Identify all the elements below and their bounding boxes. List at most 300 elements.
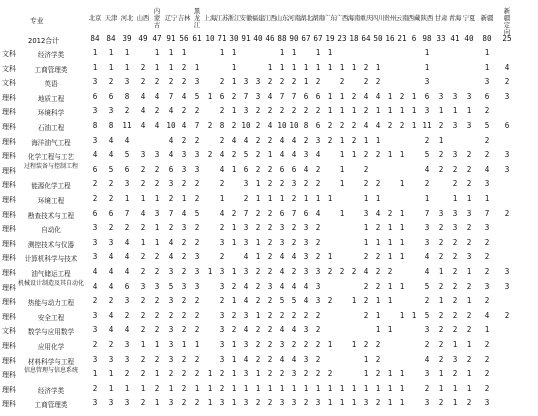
quota-cell: 2 (194, 106, 200, 116)
quota-cell: 1 (387, 252, 393, 262)
quota-cell: 1 (255, 194, 261, 203)
quota-cell: 3 (424, 106, 430, 116)
quota-cell: 2 (255, 325, 261, 335)
quota-cell: 3 (504, 91, 510, 101)
quota-cell: 1 (387, 369, 393, 379)
quota-cell: 3 (424, 369, 430, 379)
quota-cell: 2 (291, 237, 297, 247)
quota-cell: 2 (140, 77, 146, 87)
quota-cell: 10 (289, 121, 299, 130)
quota-cell: 1 (351, 106, 357, 116)
quota-cell: 3 (92, 354, 98, 364)
quota-cell: 2 (154, 106, 160, 116)
quota-cell: 1 (267, 194, 273, 203)
quota-cell: 3 (466, 252, 472, 262)
quota-cell: 2 (351, 91, 357, 101)
quota-cell: 3 (243, 369, 249, 379)
quota-cell: 2 (194, 369, 200, 379)
quota-cell: 3 (424, 325, 430, 335)
quota-cell: 3 (243, 340, 249, 349)
quota-cell: 5 (279, 296, 285, 306)
quota-cell: 3 (484, 398, 490, 408)
total-cell: 90 (289, 34, 299, 43)
quota-cell: 4 (243, 252, 249, 262)
province-header: 江西 (263, 15, 277, 22)
quota-cell: 3 (303, 325, 309, 335)
total-cell: 47 (152, 34, 162, 43)
quota-cell: 3 (124, 179, 130, 189)
quota-cell: 1 (399, 150, 405, 160)
quota-cell: 2 (181, 135, 187, 145)
quota-cell: 2 (363, 62, 369, 72)
quota-cell: 1 (207, 91, 213, 101)
quota-cell: 1 (140, 383, 146, 393)
quota-cell: 1 (219, 48, 225, 57)
quota-cell: 2 (279, 77, 285, 87)
quota-cell: 2 (267, 310, 273, 320)
quota-cell: 1 (351, 150, 357, 160)
quota-cell: 2 (424, 179, 430, 189)
quota-cell: 2 (452, 179, 458, 189)
quota-cell: 1 (231, 77, 237, 87)
quota-cell: 2 (363, 310, 369, 320)
quota-cell: 1 (154, 223, 160, 233)
quota-cell: 2 (424, 135, 430, 145)
quota-cell: 2 (452, 267, 458, 276)
quota-cell: 1 (154, 369, 160, 379)
quota-cell: 5 (424, 281, 430, 291)
quota-cell: 2 (124, 310, 130, 320)
quota-cell: 2 (291, 194, 297, 203)
total-cell: 40 (253, 34, 263, 43)
quota-cell: 1 (154, 340, 160, 349)
quota-cell: 1 (327, 62, 333, 72)
quota-cell: 2 (279, 369, 285, 379)
quota-cell: 1 (375, 383, 381, 393)
quota-cell: 4 (92, 150, 98, 160)
quota-cell: 2 (267, 237, 273, 247)
quota-cell: 2 (243, 194, 249, 203)
quota-cell: 8 (124, 91, 130, 101)
quota-cell: 1 (351, 296, 357, 306)
quota-cell: 2 (452, 281, 458, 291)
quota-cell: 3 (243, 310, 249, 320)
quota-cell: 3 (154, 281, 160, 291)
quota-cell: 4 (219, 150, 225, 160)
quota-cell: 2 (504, 77, 510, 87)
quota-cell: 1 (363, 194, 369, 203)
quota-cell: 2 (303, 398, 309, 408)
quota-cell: 2 (504, 208, 510, 218)
quota-cell: 3 (504, 267, 510, 276)
quota-cell: 1 (327, 340, 333, 349)
quota-cell: 2 (92, 340, 98, 349)
quota-cell: 2 (375, 281, 381, 291)
quota-cell: 2 (339, 267, 345, 276)
quota-cell: 2 (181, 369, 187, 379)
quota-cell: 3 (124, 340, 130, 349)
quota-cell: 2 (291, 267, 297, 276)
province-header: 河北 (120, 15, 134, 22)
quota-cell: 5 (124, 150, 130, 160)
quota-cell: 2 (255, 135, 261, 145)
quota-cell: 2 (438, 252, 444, 262)
quota-cell: 2 (124, 369, 130, 379)
quota-cell: 1 (339, 208, 345, 218)
quota-cell: 2 (363, 281, 369, 291)
quota-cell: 7 (168, 91, 174, 101)
quota-cell: 1 (399, 252, 405, 262)
quota-cell: 2 (92, 179, 98, 189)
province-header: 福建 (251, 15, 265, 22)
quota-cell: 1 (452, 340, 458, 349)
quota-cell: 1 (291, 62, 297, 72)
quota-cell: 3 (181, 150, 187, 160)
quota-cell: 2 (231, 325, 237, 335)
quota-cell: 1 (327, 106, 333, 116)
quota-cell: 3 (92, 310, 98, 320)
major-name: 安全工程 (37, 313, 65, 322)
quota-cell: 2 (375, 179, 381, 189)
province-header: 贵州 (383, 15, 397, 22)
quota-cell: 3 (154, 150, 160, 160)
quota-cell: 2 (363, 150, 369, 160)
quota-cell: 1 (363, 369, 369, 379)
quota-cell: 1 (303, 77, 309, 87)
quota-cell: 2 (181, 237, 187, 247)
quota-cell: 2 (267, 208, 273, 218)
quota-cell: 4 (181, 121, 187, 130)
quota-cell: 3 (168, 267, 174, 276)
quota-cell: 3 (108, 398, 114, 408)
quota-cell: 2 (108, 194, 114, 203)
quota-cell: 4 (168, 135, 174, 145)
quota-cell: 1 (351, 62, 357, 72)
quota-cell: 2 (255, 223, 261, 233)
subject-category: 理科 (2, 254, 16, 263)
quota-cell: 1 (327, 91, 333, 101)
quota-cell: 6 (424, 91, 430, 101)
quota-cell: 3 (168, 354, 174, 364)
quota-cell: 1 (207, 369, 213, 379)
quota-cell: 3 (194, 252, 200, 262)
quota-cell: 1 (399, 281, 405, 291)
quota-cell: 2 (108, 77, 114, 87)
quota-cell: 2 (438, 325, 444, 335)
total-cell: 84 (106, 34, 116, 43)
quota-cell: 2 (267, 252, 273, 262)
province-header: 宁夏 (462, 15, 476, 22)
quota-cell: 3 (219, 340, 225, 349)
quota-cell: 1 (327, 252, 333, 262)
major-name: 热能与动力工程 (27, 299, 75, 308)
quota-cell: 3 (466, 208, 472, 218)
quota-cell: 4 (108, 281, 114, 291)
quota-cell: 3 (484, 223, 490, 233)
quota-cell: 1 (279, 194, 285, 203)
quota-cell: 1 (399, 208, 405, 218)
quota-cell: 1 (424, 48, 430, 57)
quota-cell: 10 (241, 121, 251, 130)
quota-cell: 2 (438, 398, 444, 408)
quota-cell: 3 (279, 340, 285, 349)
subject-category: 文科 (2, 79, 16, 88)
quota-cell: 4 (279, 281, 285, 291)
quota-cell: 4 (279, 325, 285, 335)
quota-cell: 1 (438, 267, 444, 276)
quota-cell: 7 (124, 208, 130, 218)
quota-cell: 1 (399, 398, 405, 408)
quota-cell: 1 (303, 194, 309, 203)
quota-cell: 2 (140, 354, 146, 364)
quota-cell: 1 (411, 106, 417, 116)
quota-cell: 4 (363, 267, 369, 276)
quota-cell: 1 (399, 223, 405, 233)
quota-cell: 2 (315, 310, 321, 320)
quota-cell: 2 (168, 310, 174, 320)
quota-cell: 1 (375, 237, 381, 247)
quota-cell: 2 (466, 354, 472, 364)
quota-cell: 1 (207, 383, 213, 393)
total-cell: 56 (179, 34, 189, 43)
quota-cell: 10 (277, 121, 287, 130)
quota-cell: 1 (387, 106, 393, 116)
quota-cell: 4 (291, 252, 297, 262)
quota-cell: 3 (92, 237, 98, 247)
quota-cell: 11 (122, 121, 132, 130)
quota-cell: 2 (327, 267, 333, 276)
major-name: 自动化 (41, 226, 61, 235)
province-header: 广西 (335, 15, 349, 22)
quota-cell: 4 (375, 208, 381, 218)
quota-cell: 3 (92, 223, 98, 233)
total-cell: 61 (192, 34, 202, 43)
quota-cell: 10 (166, 121, 176, 130)
quota-cell: 4 (140, 121, 146, 130)
quota-cell: 1 (291, 383, 297, 393)
province-header: 重庆 (359, 15, 373, 22)
quota-cell: 1 (339, 398, 345, 408)
quota-cell: 1 (387, 223, 393, 233)
quota-cell: 2 (315, 77, 321, 87)
quota-cell: 3 (92, 252, 98, 262)
quota-cell: 4 (504, 62, 510, 72)
quota-cell: 2 (219, 252, 225, 262)
quota-cell: 2 (231, 150, 237, 160)
quota-cell: 2 (291, 223, 297, 233)
quota-cell: 4 (291, 150, 297, 160)
quota-cell: 3 (243, 237, 249, 247)
quota-cell: 2 (92, 383, 98, 393)
total-cell: 49 (138, 34, 148, 43)
quota-cell: 4 (108, 252, 114, 262)
quota-cell: 7 (279, 91, 285, 101)
quota-cell: 3 (452, 121, 458, 130)
quota-cell: 1 (327, 383, 333, 393)
quota-cell: 2 (231, 281, 237, 291)
quota-cell: 2 (452, 164, 458, 174)
quota-cell: 1 (375, 325, 381, 335)
quota-cell: 4 (154, 91, 160, 101)
major-name: 英语 (44, 80, 58, 89)
quota-cell: 1 (194, 62, 200, 72)
quota-cell: 3 (168, 179, 174, 189)
quota-cell: 2 (484, 252, 490, 262)
quota-cell: 2 (267, 354, 273, 364)
quota-cell: 1 (387, 296, 393, 306)
quota-cell: 3 (124, 354, 130, 364)
quota-cell: 7 (243, 91, 249, 101)
quota-cell: 1 (387, 325, 393, 335)
quota-cell: 4 (140, 208, 146, 218)
quota-cell: 4 (219, 208, 225, 218)
quota-cell: 2 (466, 281, 472, 291)
quota-cell: 2 (267, 179, 273, 189)
province-header: 安徽 (239, 15, 253, 22)
quota-cell: 1 (194, 383, 200, 393)
quota-cell: 6 (315, 91, 321, 101)
quota-cell: 3 (267, 281, 273, 291)
quota-cell: 1 (375, 194, 381, 203)
quota-cell: 1 (452, 383, 458, 393)
quota-cell: 2 (327, 369, 333, 379)
quota-cell: 7 (424, 208, 430, 218)
quota-cell: 3 (291, 369, 297, 379)
quota-cell: 3 (484, 281, 490, 291)
quota-cell: 1 (484, 48, 490, 57)
subject-category: 理科 (2, 181, 16, 190)
quota-cell: 2 (255, 281, 261, 291)
quota-cell: 2 (154, 354, 160, 364)
quota-cell: 1 (279, 48, 285, 57)
quota-cell: 2 (255, 296, 261, 306)
quota-cell: 2 (279, 310, 285, 320)
quota-cell: 2 (267, 135, 273, 145)
quota-cell: 1 (399, 237, 405, 247)
quota-cell: 2 (207, 121, 213, 130)
quota-cell: 2 (279, 106, 285, 116)
quota-cell: 1 (231, 223, 237, 233)
quota-cell: 1 (466, 106, 472, 116)
total-cell: 33 (436, 34, 446, 43)
quota-cell: 2 (92, 194, 98, 203)
quota-cell: 1 (255, 369, 261, 379)
quota-cell: 3 (315, 296, 321, 306)
quota-cell: 3 (124, 77, 130, 87)
quota-cell: 2 (181, 296, 187, 306)
major-name: 海洋油气工程 (31, 138, 71, 147)
quota-cell: 2 (267, 106, 273, 116)
quota-cell: 4 (124, 325, 130, 335)
total-cell: 80 (482, 34, 492, 43)
province-header: 江苏 (215, 15, 229, 22)
quota-cell: 2 (484, 383, 490, 393)
quota-cell: 2 (154, 252, 160, 262)
quota-cell: 4 (303, 281, 309, 291)
quota-cell: 6 (108, 91, 114, 101)
total-cell: 46 (265, 34, 275, 43)
quota-cell: 2 (154, 325, 160, 335)
quota-cell: 6 (484, 91, 490, 101)
quota-cell: 3 (194, 281, 200, 291)
quota-cell: 2 (140, 398, 146, 408)
major-name: 数学与应用数学 (27, 328, 75, 337)
province-header: 北京 (88, 15, 102, 22)
quota-cell: 4 (424, 164, 430, 174)
province-header: 陕西 (420, 15, 434, 22)
quota-cell: 4 (363, 121, 369, 130)
quota-cell: 2 (387, 267, 393, 276)
subject-category: 理科 (2, 225, 16, 234)
total-cell: 50 (373, 34, 383, 43)
quota-cell: 1 (140, 237, 146, 247)
quota-cell: 5 (424, 310, 430, 320)
quota-cell: 3 (168, 325, 174, 335)
quota-cell: 6 (219, 91, 225, 101)
total-cell: 67 (313, 34, 323, 43)
quota-cell: 2 (315, 340, 321, 349)
quota-cell: 2 (255, 121, 261, 130)
quota-cell: 4 (168, 237, 174, 247)
quota-cell: 3 (363, 208, 369, 218)
quota-cell: 3 (484, 77, 490, 87)
quota-cell: 2 (438, 281, 444, 291)
quota-cell: 1 (438, 369, 444, 379)
quota-cell: 6 (108, 208, 114, 218)
quota-cell: 3 (504, 150, 510, 160)
quota-cell: 1 (339, 62, 345, 72)
subject-category: 理科 (2, 356, 16, 365)
quota-cell: 1 (124, 48, 130, 57)
quota-cell: 2 (504, 310, 510, 320)
quota-cell: 2 (424, 383, 430, 393)
quota-cell: 7 (291, 208, 297, 218)
quota-cell: 1 (438, 106, 444, 116)
major-name: 测控技术与仪器 (27, 240, 75, 249)
quota-cell: 1 (315, 48, 321, 57)
quota-cell: 2 (140, 223, 146, 233)
quota-cell: 1 (363, 135, 369, 145)
quota-cell: 2 (303, 106, 309, 116)
quota-cell: 3 (92, 135, 98, 145)
quota-cell: 4 (279, 150, 285, 160)
quota-cell: 2 (363, 179, 369, 189)
quota-cell: 2 (315, 164, 321, 174)
quota-cell: 3 (303, 237, 309, 247)
quota-cell: 4 (484, 164, 490, 174)
quota-cell: 7 (243, 208, 249, 218)
subject-category: 文科 (2, 327, 16, 336)
quota-cell: 3 (194, 77, 200, 87)
quota-cell: 2 (181, 62, 187, 72)
quota-cell: 2 (181, 354, 187, 364)
quota-cell: 2 (351, 135, 357, 145)
quota-cell: 2 (140, 179, 146, 189)
quota-cell: 4 (363, 91, 369, 101)
subject-category: 理科 (2, 196, 16, 204)
quota-cell: 2 (484, 150, 490, 160)
quota-cell: 1 (438, 383, 444, 393)
quota-cell: 4 (291, 325, 297, 335)
quota-cell: 2 (267, 296, 273, 306)
quota-cell: 1 (375, 106, 381, 116)
quota-cell: 2 (327, 296, 333, 306)
quota-cell: 2 (181, 310, 187, 320)
quota-cell: 1 (438, 135, 444, 145)
quota-cell: 2 (484, 267, 490, 276)
quota-cell: 2 (303, 179, 309, 189)
quota-cell: 1 (411, 310, 417, 320)
